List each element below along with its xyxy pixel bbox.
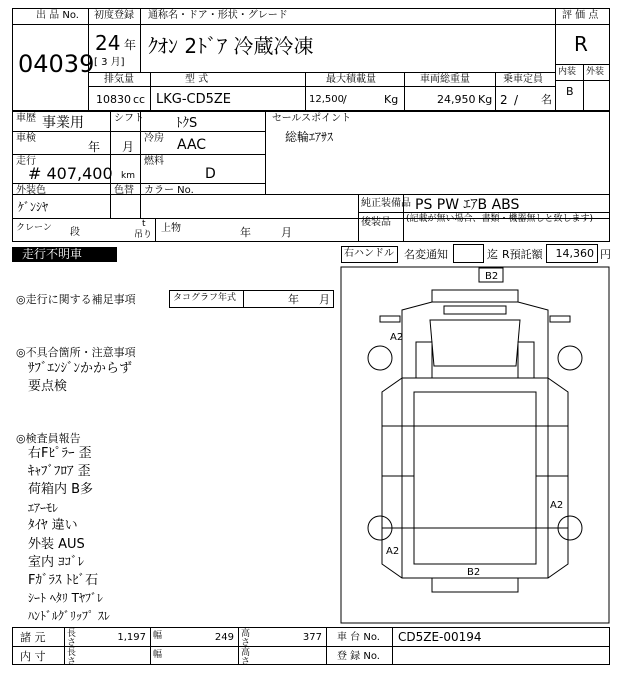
- damage-mark: B2: [485, 271, 499, 282]
- mileage-value: # 407,400: [28, 164, 113, 183]
- deck-month: 月: [281, 226, 292, 239]
- yen-unit: 円: [600, 248, 611, 261]
- color-code-label: カラー No.: [144, 185, 194, 196]
- equipment-items: PS PW ｴｱB ABS: [415, 197, 520, 213]
- load-slash: /: [343, 93, 347, 106]
- displacement-label: 排気量: [104, 74, 134, 85]
- grade-value: R: [574, 32, 588, 56]
- right-hand-label: 右ハンドル: [344, 248, 394, 259]
- lot-label: 出 品 No.: [36, 10, 79, 21]
- crane-label: クレーン: [16, 223, 52, 233]
- capacity-slash: /: [514, 93, 519, 107]
- inspector-item: 荷箱内 B多: [28, 482, 94, 497]
- interior-length-label: 長さ: [67, 648, 77, 667]
- forward-label: 迄: [487, 248, 498, 261]
- name-label: 通称名・ドア・形状・グレード: [148, 10, 288, 21]
- interior-width-label: 幅: [153, 650, 163, 660]
- inspection-year: 年: [88, 140, 101, 154]
- r-deposit-value: 14,360: [555, 247, 594, 260]
- fuel-label: 燃料: [144, 156, 164, 167]
- height-label: 高さ: [241, 629, 251, 648]
- length-label: 長さ: [67, 629, 77, 648]
- weight-label: 車両総重量: [420, 74, 470, 85]
- grade-label: 評 価 点: [562, 10, 599, 21]
- driving-notes-title: ◎走行に関する補足事項: [16, 293, 136, 306]
- deck-label: 上物: [161, 223, 181, 234]
- gross-weight: 24,950: [437, 93, 476, 106]
- crane-hang: 吊り: [134, 230, 153, 240]
- tacho-month: 月: [319, 293, 330, 306]
- model-value: LKG-CD5ZE: [156, 92, 232, 107]
- model-label: 型 式: [185, 74, 209, 85]
- vehicle-name: ｸｵﾝ 2ﾄﾞｱ 冷蔵冷凍: [148, 34, 314, 58]
- damage-mark: A2: [390, 332, 404, 343]
- vehicle-damage-diagram: [340, 266, 610, 624]
- width-value: 249: [214, 632, 234, 643]
- first-reg-label: 初度登録: [94, 10, 134, 21]
- inspection-month: 月: [122, 140, 135, 154]
- inspector-item: ｼｰﾄ ﾍﾀﾘ Tﾔﾌﾞﾚ: [28, 591, 103, 605]
- width-label: 幅: [153, 631, 163, 641]
- inspector-item: 外装 AUS: [28, 537, 85, 552]
- equipment-label: 純正装備品: [361, 198, 411, 209]
- inspector-item: 室内 ﾖｺﾞﾚ: [28, 555, 85, 570]
- crane-t: t: [142, 219, 146, 229]
- tacho-label: タコグラフ年式: [173, 293, 237, 303]
- interior-dims-label: 内 寸: [20, 650, 46, 663]
- sales-point-label: セールスポイント: [272, 113, 352, 124]
- interior-height-label: 高さ: [241, 648, 251, 667]
- color-label: 外装色: [16, 185, 46, 196]
- interior-grade: B: [566, 85, 574, 98]
- mileage-label: 走行: [16, 156, 36, 167]
- cc-unit: cc: [133, 93, 146, 106]
- damage-mark: B2: [467, 567, 481, 578]
- chassis-label: 車 台 No.: [337, 632, 380, 643]
- person-unit: 名: [541, 93, 552, 106]
- deck-year: 年: [240, 226, 251, 239]
- lot-number: 04039: [18, 50, 95, 78]
- ac-value: AAC: [177, 137, 207, 153]
- name-change-label: 名変通知: [404, 248, 448, 261]
- aftermarket-note: (記載が無い場合、書類・機器無しと致します): [406, 214, 594, 224]
- interior-label: 内装: [558, 67, 577, 77]
- color-value: ｹﾞﾝｼﾔ: [18, 200, 49, 214]
- weight-unit: Kg: [478, 93, 493, 106]
- height-value: 377: [302, 632, 322, 643]
- fuel-value: D: [205, 166, 216, 182]
- shift-value: ﾄｸS: [176, 116, 198, 131]
- exterior-label: 外装: [586, 67, 605, 77]
- tacho-year: 年: [288, 293, 299, 306]
- inspector-item: Fｶﾞﾗｽ ﾄﾋﾞ石: [28, 573, 99, 588]
- mileage-unit: km: [121, 171, 135, 181]
- defect-item: 要点検: [28, 379, 68, 394]
- inspector-item: ﾀｲﾔ 違い: [28, 518, 78, 533]
- history-label: 車歴: [16, 113, 36, 124]
- load-unit: Kg: [384, 93, 399, 106]
- length-value: 1,197: [117, 632, 146, 643]
- registration-label: 登 録 No.: [337, 651, 380, 662]
- shift-label: シフト: [114, 113, 144, 124]
- sales-point-value: 総輪ｴｱｻｽ: [285, 130, 334, 144]
- capacity-value: 2: [500, 93, 508, 107]
- inspector-item: ｷｬﾌﾞﾌﾛｱ 歪: [28, 464, 91, 479]
- inspector-item: ｴｱｰﾓﾚ: [28, 501, 59, 515]
- defect-item: ｻﾌﾞｴﾝｼﾞﾝかからず: [28, 361, 133, 376]
- inspector-item: 右Fﾋﾟﾗｰ 歪: [28, 446, 92, 461]
- inspector-item: ﾊﾝﾄﾞﾙｸﾞﾘｯﾌﾟ ｽﾚ: [28, 609, 110, 623]
- reg-year: 24: [95, 31, 121, 55]
- r-deposit-label: R預託額: [502, 248, 543, 261]
- aftermarket-label: 後装品: [361, 217, 391, 228]
- year-unit: 年: [124, 38, 137, 52]
- ac-label: 冷房: [144, 133, 164, 144]
- reg-month: [ 3 月]: [94, 57, 125, 68]
- crane-stage: 段: [70, 227, 80, 238]
- inspection-label: 車検: [16, 133, 36, 144]
- name-change-box: [453, 244, 484, 263]
- inspector-title: ◎検査員報告: [16, 432, 81, 445]
- damage-mark: A2: [550, 500, 564, 511]
- displacement-value: 10830: [96, 93, 131, 106]
- dims-label: 諸 元: [20, 631, 46, 644]
- damage-mark: A2: [386, 546, 400, 557]
- chassis-value: CD5ZE-00194: [398, 630, 482, 644]
- no-odo-banner: 走行不明車: [12, 247, 117, 262]
- history-value: 事業用: [42, 115, 84, 131]
- max-load: 12,500: [309, 94, 344, 105]
- color-change-label: 色替: [114, 185, 134, 196]
- defects-title: ◎不具合箇所・注意事項: [16, 346, 136, 359]
- capacity-label: 乗車定員: [503, 74, 543, 85]
- load-label: 最大積載量: [326, 74, 376, 85]
